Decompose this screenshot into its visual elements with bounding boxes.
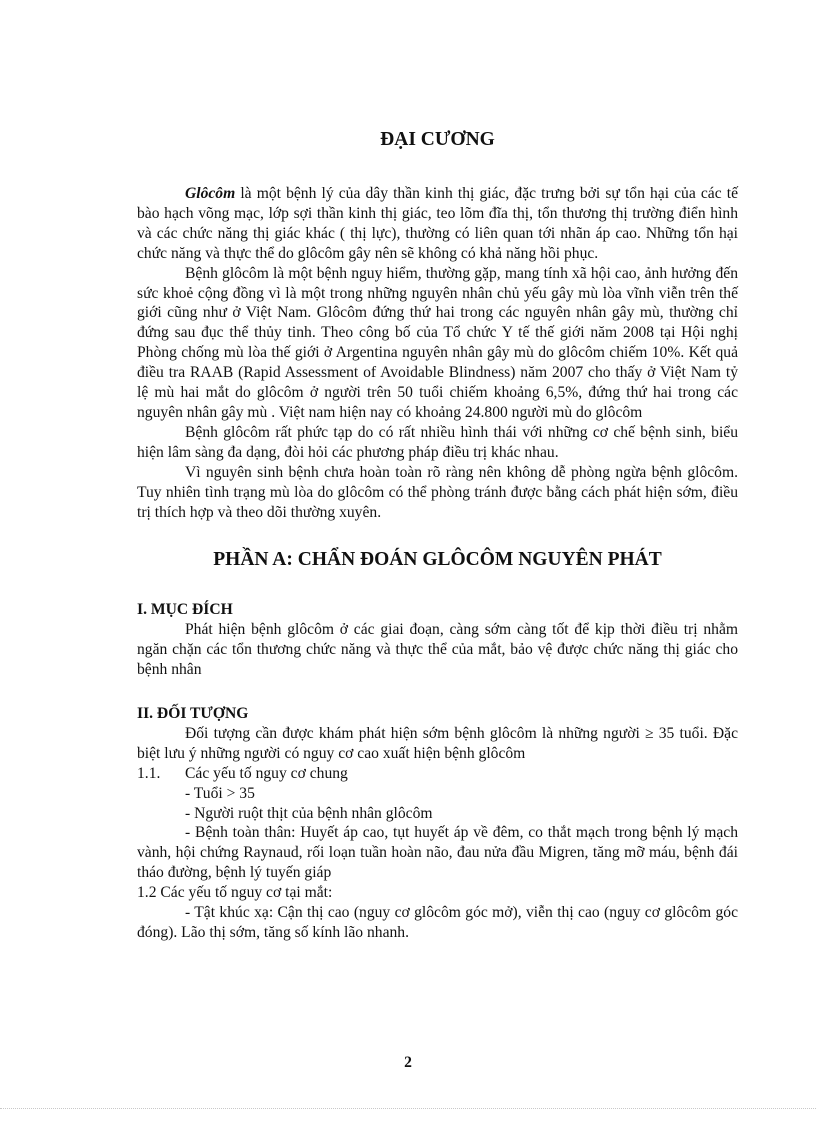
term-glocom: Glôcôm	[185, 185, 236, 202]
intro-paragraph-4: Vì nguyên sinh bệnh chưa hoàn toàn rõ ràng nên không dễ phòng ngừa bệnh glôcôm. Tuy nhiên tình trạng mù lòa do glôcôm có thể phòng tránh được bằng cách phát hiện sớm, điều trị thích hợp và theo dõi thường xuyên.	[137, 463, 738, 521]
subsection-1-1-number: 1.1.	[137, 764, 161, 782]
section-2-text: Đối tượng cần được khám phát hiện sớm bệnh glôcôm là những người ≥ 35 tuổi. Đặc biệt lưu ý những người có nguy cơ cao xuất hiện bệnh glôcôm	[137, 724, 738, 762]
section-1-text: Phát hiện bệnh glôcôm ở các giai đoạn, càng sớm càng tốt để kịp thời điều trị nhằm ngăn chặn các tổn thương chức năng và thực thể của mắt, bảo vệ được chức năng thị giác cho bệnh nhân	[137, 621, 738, 679]
intro-paragraph-2: Bệnh glôcôm là một bệnh nguy hiểm, thường gặp, mang tính xã hội cao, ảnh hưởng đến sức khoẻ cộng đồng vì là một trong những nguyên nhân chủ yếu gây mù lòa vĩnh viễn trên thế giới cũng như ở Việt Nam. Glôcôm đứng thứ hai trong các nguyên nhân gây mù, thường chỉ đứng sau đục thể thủy tinh. Theo công bố của Tổ chức Y tế thế giới năm 2008 tại Hội nghị Phòng chống mù lòa thế giới ở Argentina nguyên nhân gây mù do glôcôm chiếm 10%. Kết quả điều tra RAAB (Rapid Assessment of Avoidable Blindness) năm 2007 cho thấy ở Việt Nam tỷ lệ mù hai mắt do glôcôm ở người trên 50 tuổi chiếm khoảng 6,5%, đứng thứ hai trong các nguyên nhân gây mù . Việt nam hiện nay có khoảng 24.800 người mù do glôcôm	[137, 264, 738, 421]
page-number: 2	[404, 1054, 412, 1071]
section-2-heading: II. ĐỐI TƯỢNG	[137, 705, 249, 723]
document-title: ĐẠI CƯƠNG	[380, 129, 495, 150]
subsection-1-1	[137, 764, 738, 784]
risk-item-systemic: - Bệnh toàn thân: Huyết áp cao, tụt huyết áp về đêm, co thắt mạch trong bệnh lý mạch vành, hội chứng Raynaud, rối loạn tuần hoàn não, đau nửa đầu Migren, tăng mỡ máu, bệnh đái tháo đường, bệnh lý tuyến giáp	[137, 824, 738, 882]
part-title: PHẦN A: CHẨN ĐOÁN GLÔCÔM NGUYÊN PHÁT	[213, 549, 662, 571]
risk-item-refraction: - Tật khúc xạ: Cận thị cao (nguy cơ glôcôm góc mở), viễn thị cao (nguy cơ glôcôm góc đóng). Lão thị sớm, tăng số kính lão nhanh.	[137, 904, 738, 941]
page-bottom-rule	[0, 1108, 816, 1109]
risk-item-age: - Tuổi > 35	[185, 784, 255, 802]
risk-item-relatives: - Người ruột thịt của bệnh nhân glôcôm	[185, 804, 433, 822]
subsection-1-1-label: Các yếu tố nguy cơ chung	[185, 764, 348, 782]
intro-paragraph-3: Bệnh glôcôm rất phức tạp do có rất nhiều hình thái với những cơ chế bệnh sinh, biểu hiện lâm sàng đa dạng, đòi hỏi các phương pháp điều trị khác nhau.	[137, 423, 738, 461]
subsection-1-2: 1.2 Các yếu tố nguy cơ tại mắt:	[137, 884, 333, 902]
document-body	[137, 128, 738, 943]
section-1-heading: I. MỤC ĐÍCH	[137, 601, 233, 619]
intro-paragraph-1: Glôcôm là một bệnh lý của dây thần kinh thị giác, đặc trưng bởi sự tổn hại của các tế bào hạch võng mạc, lớp sợi thần kinh thị giác, teo lõm đĩa thị, tổn thương thị trường điển hình và các chức năng thị giác khác ( thị lực), thường có liên quan tới nhãn áp cao. Những tổn hại chức năng và thực thể do glôcôm gây nên sẽ không có khả năng hồi phục.	[137, 185, 738, 262]
